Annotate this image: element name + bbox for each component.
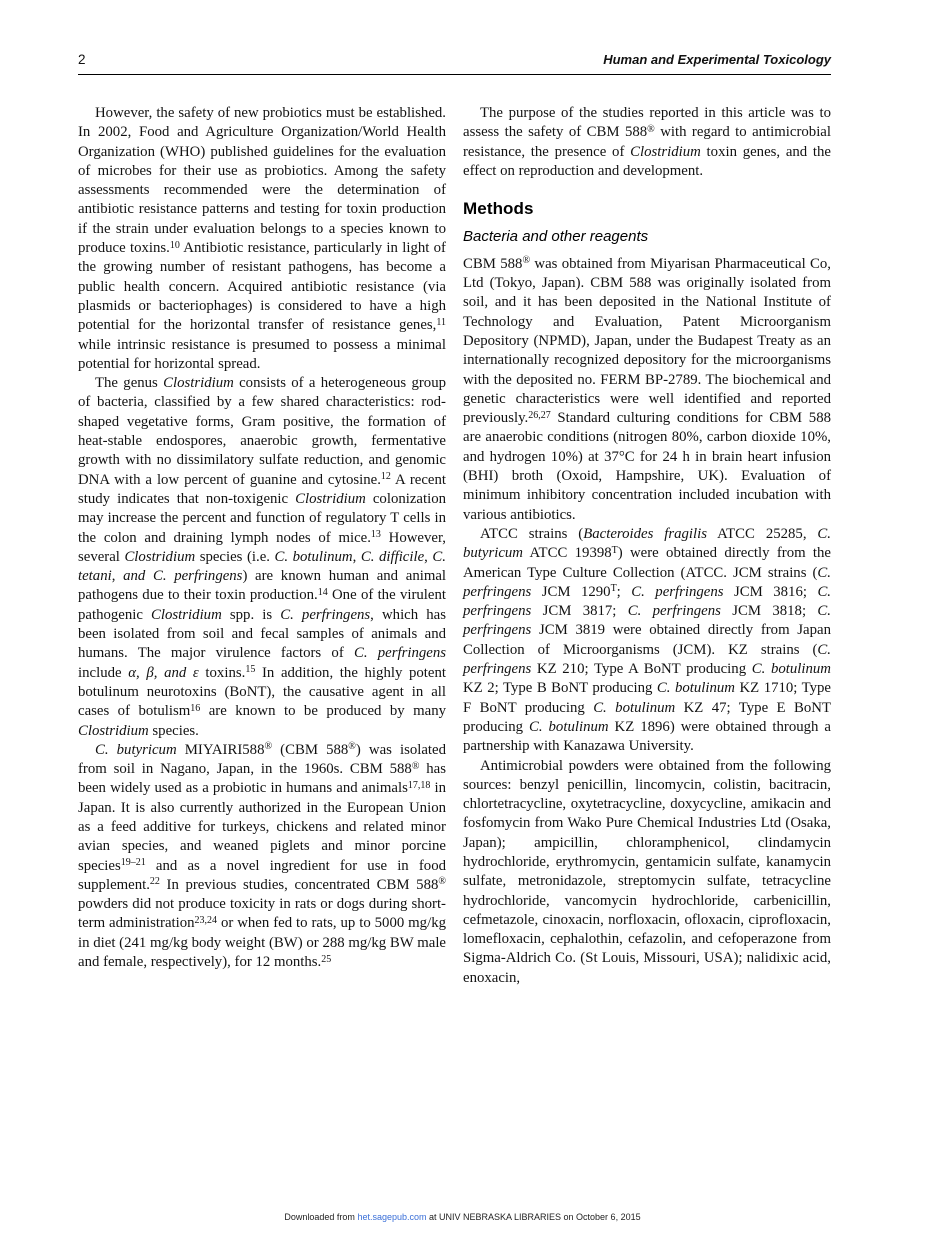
page-number: 2 [78, 52, 86, 67]
article-body [78, 104, 831, 988]
footer-suffix: at UNIV NEBRASKA LIBRARIES on October 6, 2015 [426, 1212, 641, 1222]
paragraph: Antimicrobial powders were obtained from the following sources: benzyl penicillin, lincomycin, colistin, bacitracin, chlortetracycline, oxytetracycline, doxycycline, amikacin and fosfomycin from Wako Pure Chemical Industries Ltd (Osaka, Japan); ampicillin, chloramphenicol, clindamycin hydrochloride, erythromycin, gentamicin sulfate, kanamycin sulfate, metronidazole, streptomycin sulfate, tetracycline hydrochloride, vancomycin hydrochloride, carbenicillin, cefmetazole, cinoxacin, norfloxacin, ofloxacin, ciprofloxacin, lomefloxacin, cephalothin, cefazolin, and cefoperazone from Sigma-Aldrich Co. (St Louis, Missouri, USA); nalidixic acid, enoxacin, [463, 757, 831, 986]
right-column [463, 104, 831, 988]
left-column [78, 104, 446, 988]
paragraph: ATCC strains (Bacteroides fragilis ATCC 25285, C. butyricum ATCC $19398^T$) were obtained directly from the American Type Culture Collection (ATCC. JCM strains (C. perfringens JCM $1290^T$; C. perfringens JCM 3816; C. perfringens JCM 3817; C. perfringens JCM 3818; C. perfringens JCM 3819 were obtained directly from Japan Collection of Microorganisms (JCM). KZ strains (C. perfringens KZ 210; Type A BoNT producing C. botulinum KZ 2; Type B BoNT producing C. botulinum KZ 1710; Type F BoNT producing C. botulinum KZ 47; Type E BoNT producing C. botulinum KZ 1896) were obtained through a partnership with Kanazawa University. [463, 525, 832, 755]
paragraph: CBM 588® was obtained from Miyarisan Pharmaceutical Co, Ltd (Tokyo, Japan). CBM 588 was originally isolated from soil, and it has been deposited in the National Institute of Technology and Evaluation, Patent Microorganism Depository (NPMD), Japan, under the Budapest Treaty as an internationally recognized depository for the microorganisms with the deposited no. FERM BP-2789. The biochemical and genetic characteristics were well identified and reported previously.$^{26,27}$ Standard culturing conditions for CBM 588 are anaerobic conditions (nitrogen 80%, carbon dioxide 10%, and hydrogen 10%) at 37°C for 24 h in brain heart infusion (BHI) broth (Oxoid, Hampshire, UK). Evaluation of minimum inhibitory concentration included incubation with various antibiotics. [463, 255, 831, 523]
running-head [78, 52, 831, 75]
sagepub-link[interactable]: het.sagepub.com [357, 1212, 427, 1222]
paragraph: C. butyricum MIYAIRI588® (CBM 588®) was isolated from soil in Nagano, Japan, in the 1960s. CBM 588® has been widely used as a probiotic in humans and animals$^{17,18}$ in Japan. It is also currently authorized in the European Union as a feed additive for turkeys, chickens and related minor avian species, and weaned piglets and minor porcine species$^{19-21}$ and as a novel ingredient for use in food supplement.$^{22}$ In previous studies, concentrated CBM 588® powders did not produce toxicity in rats or dogs during short-term administration$^{23,24}$ or when fed to rats, up to 5000 mg/kg in diet (241 mg/kg body weight (BW) or 288 mg/kg BW male and female, respectively), for 12 months.$^{25}$ [78, 741, 447, 971]
journal-title: Human and Experimental Toxicology [603, 52, 831, 67]
section-heading: Methods [463, 199, 534, 219]
paragraph: The genus Clostridium consists of a heterogeneous group of bacteria, classified by a few shared characteristics: rod-shaped vegetative forms, Gram positive, the formation of heat-stable endospores, anaerobic growth, fermentative growth with no dissimilatory sulfate reduction, and genomic DNA with a low percent of guanine and cytosine.$^{12}$ A recent study indicates that non-toxigenic Clostridium colonization may increase the percent and function of regulatory T cells in the colon and draining lymph nodes of mice.$^{13}$ However, several Clostridium species (i.e. C. botulinum, C. difficile, C. tetani, and C. perfringens) are known human and animal pathogens due to their toxin production.$^{14}$ One of the virulent pathogenic Clostridium spp. is C. perfringens, which has been isolated from soil and fecal samples of animals and humans. The major virulence factors of C. perfringens include α, β, and ε toxins.$^{15}$ In addition, the highly potent botulinum neurotoxins (BoNT), the causative agent in all cases of botulism$^{16}$ are known to be produced by many Clostridium species. [78, 375, 447, 739]
download-notice [0, 1212, 925, 1222]
footer-prefix: Downloaded from [284, 1212, 358, 1222]
paragraph: However, the safety of new probiotics must be established. In 2002, Food and Agriculture Organization/World Health Organization (WHO) published guidelines for the evaluation of microbes for their use as probiotics. Among the safety assessments recommended were the determination of antibiotic resistance patterns and testing for toxin production if the strain under evaluation belongs to a species known to produce toxins.$^{10}$ Antibiotic resistance, particularly in light of the growing number of resistant pathogens, has become a public health concern. Acquired antibiotic resistance (via plasmids or bacteriophages) is considered to have a high potential for the horizontal transfer of resistance genes,$^{11}$ while intrinsic resistance is presumed to possess a minimal potential for horizontal spread. [78, 105, 446, 372]
paragraph: The purpose of the studies reported in this article was to assess the safety of CBM 588® with regard to antimicrobial resistance, the presence of Clostridium toxin genes, and the effect on reproduction and development. [463, 105, 831, 179]
subsection-heading: Bacteria and other reagents [463, 228, 649, 246]
page-content [78, 52, 831, 988]
